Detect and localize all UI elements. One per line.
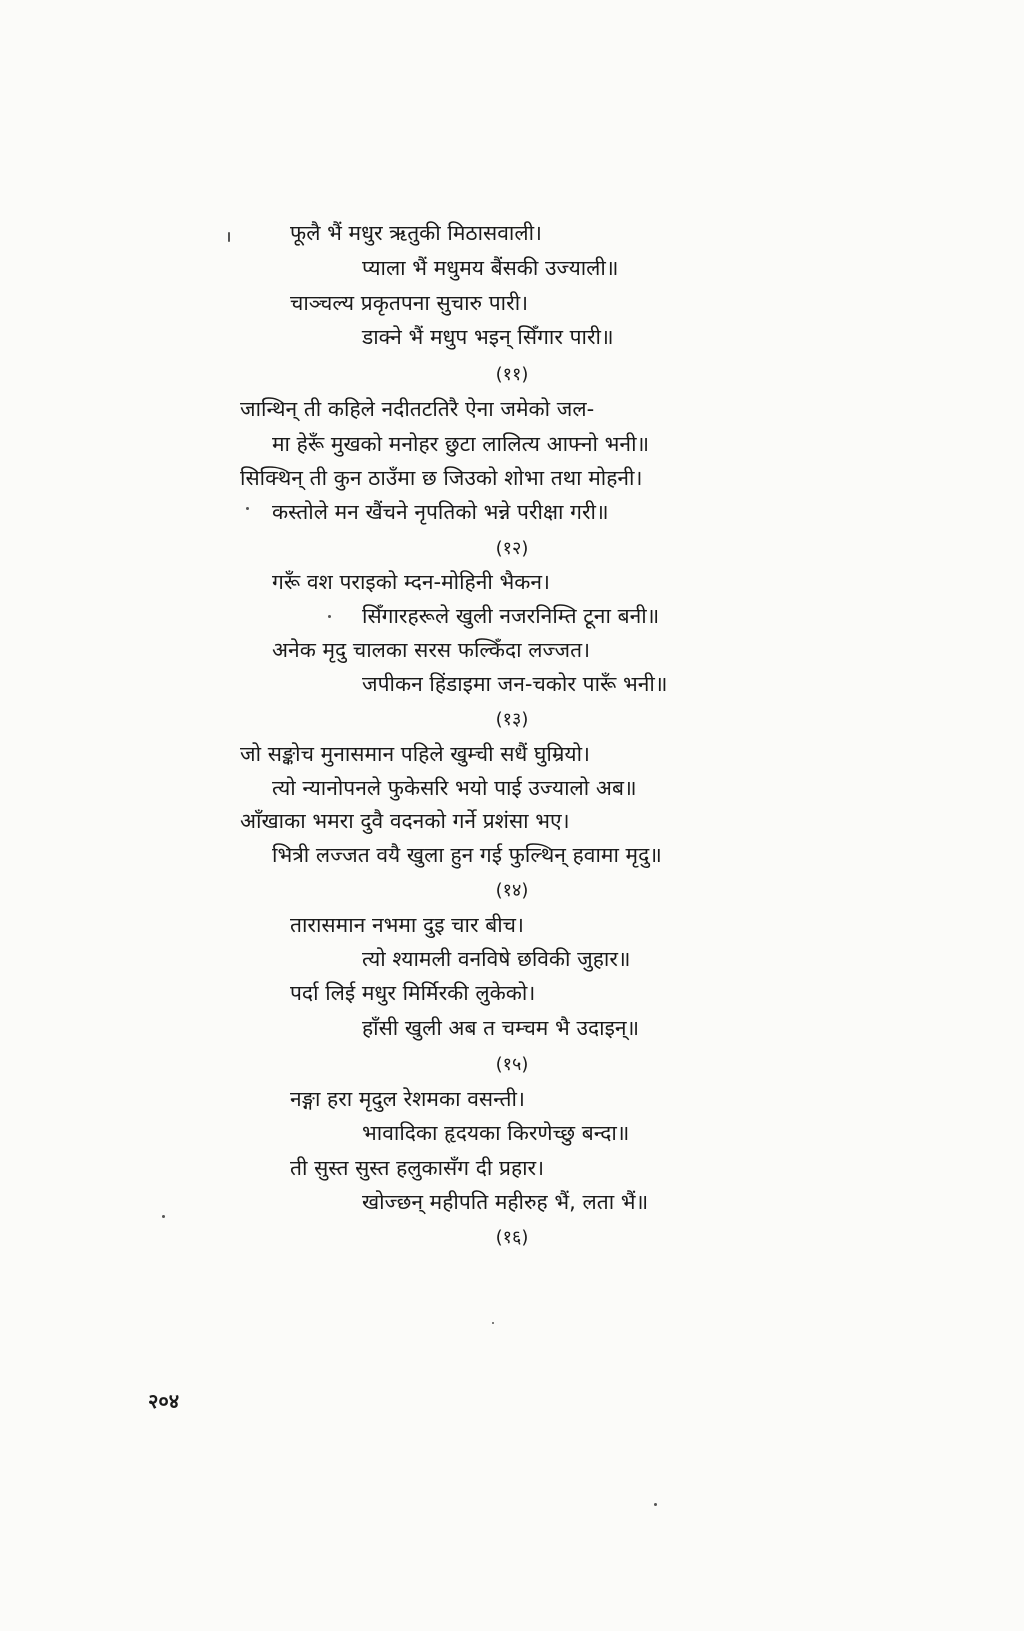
scan-speck xyxy=(328,615,331,618)
verse-line: त्यो श्यामली वनविषे छविकी जुहार॥ xyxy=(362,947,631,971)
verse-line: सिक्थिन् ती कुन ठाउँमा छ जिउको शोभा तथा मोहनी। xyxy=(240,466,643,490)
verse-line: नङ्गा हरा मृदुल रेशमका वसन्ती। xyxy=(290,1087,525,1111)
verse-line: भावादिका हृदयका किरणेच्छु बन्दा॥ xyxy=(362,1121,630,1145)
stanza-number: (१४) xyxy=(495,880,529,901)
verse-line: ती सुस्त सुस्त हलुकासँग दी प्रहार। xyxy=(290,1156,545,1180)
verse-line: सिँगारहरूले खुली नजरनिम्ति टूना बनी॥ xyxy=(362,604,660,628)
verse-line: जान्थिन् ती कहिले नदीतटतिरै ऐना जमेको जल- xyxy=(240,397,595,421)
verse-line: पर्दा लिई मधुर मिर्मिरकी लुकेको। xyxy=(290,981,536,1005)
verse-line: त्यो न्यानोपनले फुकेसरि भयो पाई उज्यालो अब॥ xyxy=(272,776,637,800)
verse-line: फूलै भैं मधुर ऋतुकी मिठासवाली। xyxy=(290,221,542,245)
verse-line: गरूँ वश पराइको म्दन-मोहिनी भैकन। xyxy=(272,570,550,594)
stanza-number: (११) xyxy=(495,364,529,385)
stanza-number: (१३) xyxy=(495,709,529,730)
verse-line: खोज्छन् महीपति महीरुह भैं, लता भैं॥ xyxy=(362,1190,649,1214)
page-number: २०४ xyxy=(148,1389,180,1413)
verse-line: तारासमान नभमा दुइ चार बीच। xyxy=(290,913,524,937)
verse-line: डाक्ने भैं मधुप भइन् सिँगार पारी॥ xyxy=(362,325,614,349)
scan-speck xyxy=(654,1503,657,1506)
verse-line: जपीकन हिंडाइमा जन-चकोर पारूँ भनी॥ xyxy=(362,672,668,696)
verse-line: जो सङ्कोच मुनासमान पहिले खुम्ची सधैं घुम्रियो। xyxy=(240,742,590,766)
stanza-number: (१२) xyxy=(495,538,529,559)
verse-line: चाञ्चल्य प्रकृतपना सुचारु पारी। xyxy=(290,291,529,315)
stanza-number: (१५) xyxy=(495,1054,529,1075)
scan-speck xyxy=(228,232,230,242)
verse-line: आँखाका भमरा दुवै वदनको गर्ने प्रशंसा भए। xyxy=(240,809,570,833)
verse-line: अनेक मृदु चालका सरस फल्किँदा लज्जत। xyxy=(272,638,591,662)
verse-line: मा हेरूँ मुखको मनोहर छुटा लालित्य आफ्नो भनी॥ xyxy=(272,432,650,456)
scan-speck xyxy=(162,1215,165,1218)
stanza-number: (१६) xyxy=(495,1227,529,1248)
verse-line: कस्तोले मन खैंचने नृपतिको भन्ने परीक्षा गरी॥ xyxy=(272,500,609,524)
scan-speck xyxy=(492,1322,494,1324)
verse-line: भित्री लज्जत वयै खुला हुन गई फुल्थिन् हवामा मृदु॥ xyxy=(272,843,662,867)
verse-line: हाँसी खुली अब त चम्चम भै उदाइन्॥ xyxy=(362,1016,640,1040)
verse-line: प्याला भैं मधुमय बैंसकी उज्याली॥ xyxy=(362,256,619,280)
scan-speck xyxy=(246,507,249,510)
